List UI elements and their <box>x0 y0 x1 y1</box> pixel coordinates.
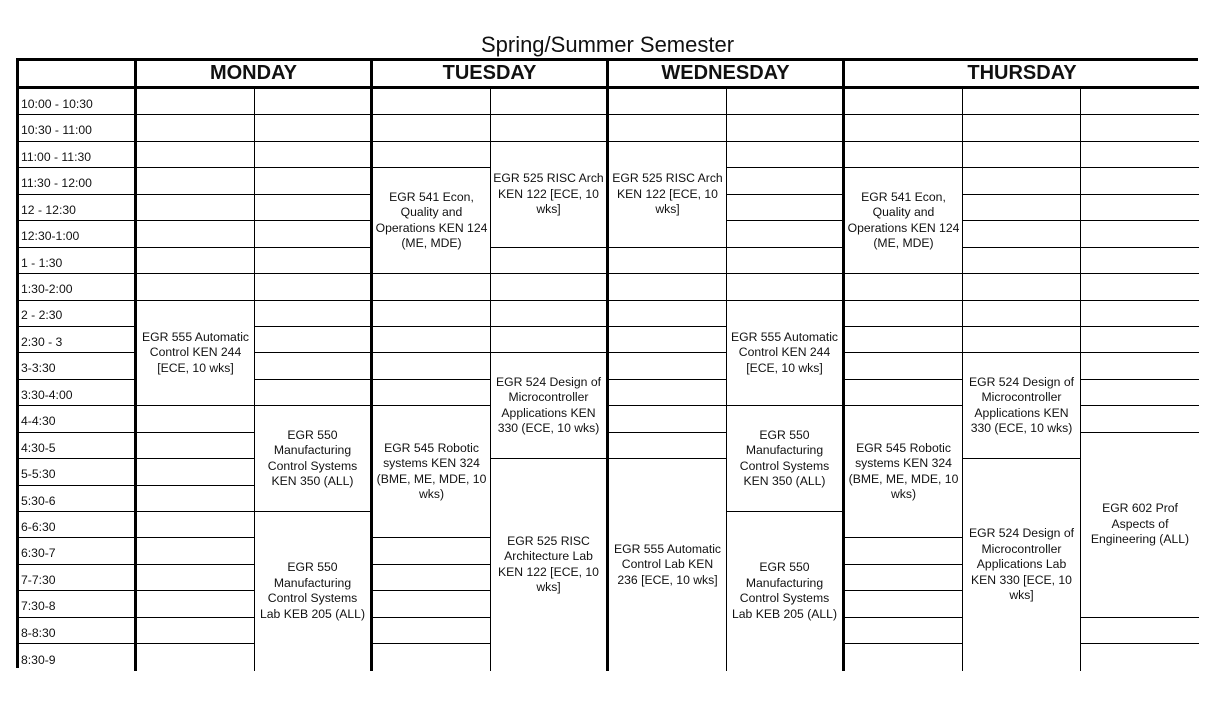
empty-slot <box>963 248 1081 274</box>
day-header-wednesday: WEDNESDAY <box>609 61 845 89</box>
empty-slot <box>255 301 373 327</box>
empty-slot <box>845 644 963 670</box>
empty-slot <box>609 89 727 115</box>
empty-slot <box>137 89 255 115</box>
course-block: EGR 550 Manufacturing Control Systems Lab KEB 205 (ALL) <box>727 512 845 671</box>
time-slot-label: 4:30-5 <box>19 433 137 459</box>
empty-slot <box>963 301 1081 327</box>
empty-slot <box>845 274 963 300</box>
day-header-monday: MONDAY <box>137 61 373 89</box>
empty-slot <box>255 195 373 221</box>
empty-slot <box>373 301 491 327</box>
empty-slot <box>491 248 609 274</box>
empty-slot <box>727 89 845 115</box>
course-block: EGR 602 Prof Aspects of Engineering (ALL) <box>1081 433 1199 618</box>
empty-slot <box>373 591 491 617</box>
empty-slot <box>609 248 727 274</box>
empty-slot <box>963 221 1081 247</box>
empty-slot <box>609 406 727 432</box>
empty-slot <box>845 591 963 617</box>
empty-slot <box>137 644 255 670</box>
empty-slot <box>1081 168 1199 194</box>
course-block: EGR 541 Econ, Quality and Operations KEN 124 (ME, MDE) <box>845 168 963 274</box>
empty-slot <box>137 168 255 194</box>
empty-slot <box>373 538 491 564</box>
empty-slot <box>137 221 255 247</box>
empty-slot <box>255 142 373 168</box>
empty-slot <box>491 115 609 141</box>
empty-slot <box>845 301 963 327</box>
time-slot-label: 12 - 12:30 <box>19 195 137 221</box>
empty-slot <box>963 168 1081 194</box>
empty-slot <box>1081 142 1199 168</box>
time-slot-label: 10:00 - 10:30 <box>19 89 137 115</box>
empty-slot <box>727 221 845 247</box>
time-slot-label: 7-7:30 <box>19 565 137 591</box>
empty-slot <box>1081 327 1199 353</box>
schedule-table <box>16 58 1198 668</box>
empty-slot <box>137 248 255 274</box>
empty-slot <box>609 301 727 327</box>
empty-slot <box>373 115 491 141</box>
empty-slot <box>609 353 727 379</box>
empty-slot <box>963 327 1081 353</box>
empty-slot <box>491 89 609 115</box>
empty-slot <box>373 142 491 168</box>
empty-slot <box>845 327 963 353</box>
time-slot-label: 6:30-7 <box>19 538 137 564</box>
empty-slot <box>137 195 255 221</box>
empty-slot <box>1081 221 1199 247</box>
empty-slot <box>609 274 727 300</box>
empty-slot <box>373 565 491 591</box>
empty-slot <box>1081 301 1199 327</box>
empty-slot <box>137 433 255 459</box>
empty-slot <box>373 618 491 644</box>
time-slot-label: 4-4:30 <box>19 406 137 432</box>
empty-slot <box>845 115 963 141</box>
empty-slot <box>727 195 845 221</box>
course-block: EGR 550 Manufacturing Control Systems KEN 350 (ALL) <box>255 406 373 512</box>
time-slot-label: 6-6:30 <box>19 512 137 538</box>
empty-slot <box>845 353 963 379</box>
empty-slot <box>373 274 491 300</box>
empty-slot <box>491 327 609 353</box>
course-block: EGR 525 RISC Arch KEN 122 [ECE, 10 wks] <box>609 142 727 248</box>
empty-slot <box>609 327 727 353</box>
empty-slot <box>845 618 963 644</box>
empty-slot <box>609 115 727 141</box>
empty-slot <box>491 274 609 300</box>
empty-slot <box>255 380 373 406</box>
time-slot-label: 3-3:30 <box>19 353 137 379</box>
empty-slot <box>373 353 491 379</box>
time-slot-label: 8-8:30 <box>19 618 137 644</box>
empty-slot <box>1081 274 1199 300</box>
course-block: EGR 524 Design of Microcontroller Applications KEN 330 (ECE, 10 wks) <box>491 353 609 459</box>
course-block: EGR 555 Automatic Control KEN 244 [ECE, 10 wks] <box>137 301 255 407</box>
empty-slot <box>137 565 255 591</box>
empty-slot <box>963 115 1081 141</box>
empty-slot <box>845 142 963 168</box>
course-block: EGR 550 Manufacturing Control Systems Lab KEB 205 (ALL) <box>255 512 373 671</box>
time-slot-label: 5-5:30 <box>19 459 137 485</box>
header-corner <box>19 61 137 89</box>
empty-slot <box>255 168 373 194</box>
empty-slot <box>1081 353 1199 379</box>
empty-slot <box>373 327 491 353</box>
empty-slot <box>137 512 255 538</box>
empty-slot <box>1081 618 1199 644</box>
course-block: EGR 524 Design of Microcontroller Applications Lab KEN 330 [ECE, 10 wks] <box>963 459 1081 671</box>
empty-slot <box>137 459 255 485</box>
empty-slot <box>727 274 845 300</box>
empty-slot <box>137 406 255 432</box>
empty-slot <box>255 248 373 274</box>
course-block: EGR 545 Robotic systems KEN 324 (BME, ME, MDE, 10 wks) <box>845 406 963 538</box>
empty-slot <box>373 644 491 670</box>
course-block: EGR 545 Robotic systems KEN 324 (BME, ME, MDE, 10 wks) <box>373 406 491 538</box>
empty-slot <box>255 274 373 300</box>
empty-slot <box>1081 380 1199 406</box>
time-slot-label: 10:30 - 11:00 <box>19 115 137 141</box>
empty-slot <box>491 301 609 327</box>
time-slot-label: 1:30-2:00 <box>19 274 137 300</box>
empty-slot <box>963 142 1081 168</box>
time-slot-label: 12:30-1:00 <box>19 221 137 247</box>
empty-slot <box>963 89 1081 115</box>
time-slot-label: 11:30 - 12:00 <box>19 168 137 194</box>
empty-slot <box>1081 115 1199 141</box>
empty-slot <box>609 380 727 406</box>
empty-slot <box>255 221 373 247</box>
empty-slot <box>137 618 255 644</box>
empty-slot <box>1081 89 1199 115</box>
empty-slot <box>137 274 255 300</box>
empty-slot <box>727 248 845 274</box>
course-block: EGR 555 Automatic Control Lab KEN 236 [ECE, 10 wks] <box>609 459 727 671</box>
time-slot-label: 8:30-9 <box>19 644 137 670</box>
empty-slot <box>255 353 373 379</box>
empty-slot <box>1081 644 1199 670</box>
empty-slot <box>255 327 373 353</box>
empty-slot <box>727 142 845 168</box>
time-slot-label: 1 - 1:30 <box>19 248 137 274</box>
empty-slot <box>727 168 845 194</box>
course-block: EGR 550 Manufacturing Control Systems KEN 350 (ALL) <box>727 406 845 512</box>
course-block: EGR 541 Econ, Quality and Operations KEN 124 (ME, MDE) <box>373 168 491 274</box>
empty-slot <box>255 89 373 115</box>
empty-slot <box>137 115 255 141</box>
day-header-tuesday: TUESDAY <box>373 61 609 89</box>
empty-slot <box>137 538 255 564</box>
empty-slot <box>373 380 491 406</box>
empty-slot <box>1081 248 1199 274</box>
empty-slot <box>137 142 255 168</box>
empty-slot <box>963 195 1081 221</box>
empty-slot <box>1081 195 1199 221</box>
empty-slot <box>373 89 491 115</box>
time-slot-label: 2 - 2:30 <box>19 301 137 327</box>
empty-slot <box>255 115 373 141</box>
empty-slot <box>727 115 845 141</box>
empty-slot <box>845 89 963 115</box>
empty-slot <box>845 380 963 406</box>
empty-slot <box>609 433 727 459</box>
empty-slot <box>137 591 255 617</box>
day-header-thursday: THURSDAY <box>845 61 1199 89</box>
empty-slot <box>137 486 255 512</box>
course-block: EGR 525 RISC Architecture Lab KEN 122 [ECE, 10 wks] <box>491 459 609 671</box>
empty-slot <box>1081 406 1199 432</box>
time-slot-label: 11:00 - 11:30 <box>19 142 137 168</box>
time-slot-label: 5:30-6 <box>19 486 137 512</box>
empty-slot <box>845 565 963 591</box>
empty-slot <box>845 538 963 564</box>
time-slot-label: 2:30 - 3 <box>19 327 137 353</box>
empty-slot <box>963 274 1081 300</box>
page-title: Spring/Summer Semester <box>480 32 735 57</box>
course-block: EGR 525 RISC Arch KEN 122 [ECE, 10 wks] <box>491 142 609 248</box>
time-slot-label: 7:30-8 <box>19 591 137 617</box>
time-slot-label: 3:30-4:00 <box>19 380 137 406</box>
course-block: EGR 524 Design of Microcontroller Applications KEN 330 (ECE, 10 wks) <box>963 353 1081 459</box>
course-block: EGR 555 Automatic Control KEN 244 [ECE, 10 wks] <box>727 301 845 407</box>
